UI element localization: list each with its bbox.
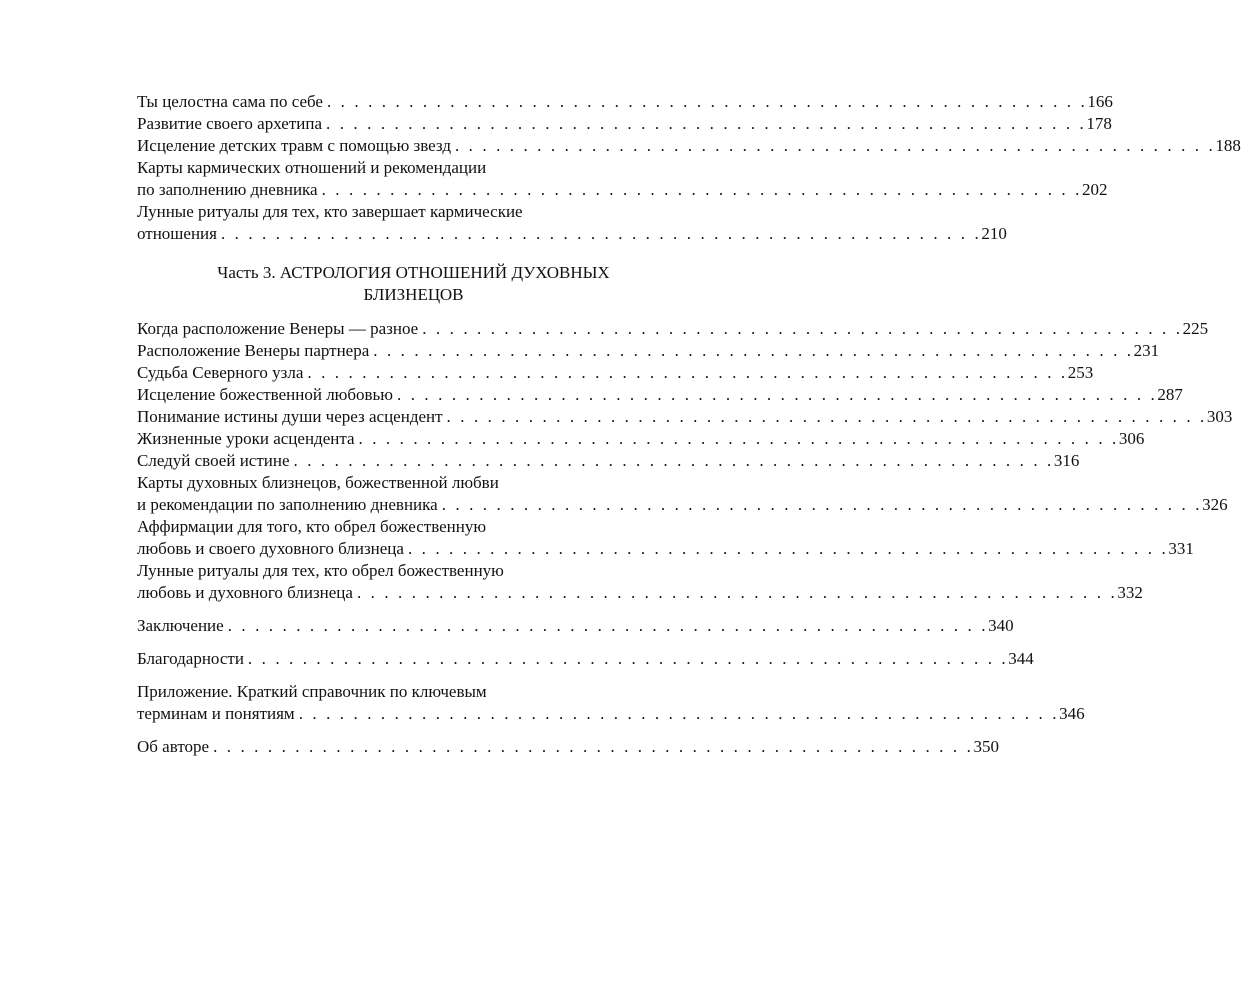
toc-entry (137, 362, 1094, 384)
toc-entry-title-continued: по заполнению дневника (137, 180, 318, 199)
toc-page-number: 287 (1157, 385, 1183, 404)
toc-entry (137, 201, 1007, 245)
toc-entry-title: Ты целостна сама по себе (137, 92, 323, 111)
dot-leader: . . . . . . . . . . . . . . . . . . . . . . . . . . . . . . . . . . . . . . . . . . . . . . . . . . . . . . . . (358, 429, 1119, 448)
dot-leader: . . . . . . . . . . . . . . . . . . . . . . . . . . . . . . . . . . . . . . . . . . . . . . . . . . . . . . . . (422, 319, 1183, 338)
dot-leader: . . . . . . . . . . . . . . . . . . . . . . . . . . . . . . . . . . . . . . . . . . . . . . . . . . . . . . . . (407, 539, 1169, 558)
dot-leader: . . . . . . . . . . . . . . . . . . . . . . . . . . . . . . . . . . . . . . . . . . . . . . . . . . . . . . . . (454, 136, 1216, 155)
toc-entry-title: Лунные ритуалы для тех, кто обрел божественную (137, 561, 504, 580)
toc-entry-title: Карты кармических отношений и рекомендации (137, 158, 487, 177)
toc-entry-title-continued: терминам и понятиям (137, 704, 295, 723)
toc-entry-title: Жизненные уроки асцендента (137, 429, 355, 448)
toc-page-number: 340 (988, 616, 1014, 635)
dot-leader: . . . . . . . . . . . . . . . . . . . . . . . . . . . . . . . . . . . . . . . . . . . . . . . . . . . . . . . . (326, 114, 1087, 133)
toc-entry (137, 648, 1034, 670)
toc-page-number: 303 (1206, 407, 1233, 426)
toc-page-number: 202 (1081, 180, 1108, 199)
toc-entry (137, 340, 1160, 362)
toc-entry (137, 384, 1183, 406)
toc-entry-title: Когда расположение Венеры — разное (137, 319, 419, 338)
toc-entry (137, 560, 1143, 604)
toc-entry-title-continued: любовь и духовного близнеца (137, 583, 353, 602)
toc-page-number: 306 (1118, 429, 1145, 448)
toc-entry-title-continued: и рекомендации по заполнению дневника (137, 495, 438, 514)
toc-entry (137, 135, 1241, 157)
part-heading-line: Часть 3. АСТРОЛОГИЯ ОТНОШЕНИЙ ДУХОВНЫХ (217, 263, 610, 282)
toc-entry (137, 428, 1145, 450)
toc-entry-title: Исцеление детских травм с помощью звезд (137, 136, 451, 155)
dot-leader: . . . . . . . . . . . . . . . . . . . . . . . . . . . . . . . . . . . . . . . . . . . . . . . . . . . . . . . . (298, 704, 1060, 723)
toc-entry (137, 113, 1112, 135)
dot-leader: . . . . . . . . . . . . . . . . . . . . . . . . . . . . . . . . . . . . . . . . . . . . . . . . . . . . . . . . (356, 583, 1118, 602)
toc-entry-title-continued: отношения (137, 224, 217, 243)
toc-page-number: 346 (1059, 704, 1085, 723)
toc-entry-title: Приложение. Краткий справочник по ключевым (137, 682, 487, 701)
dot-leader: . . . . . . . . . . . . . . . . . . . . . . . . . . . . . . . . . . . . . . . . . . . . . . . . . . . . . . . . (321, 180, 1082, 199)
toc-entry (137, 91, 1113, 113)
toc-page-number: 210 (981, 224, 1007, 243)
toc-page-number: 331 (1168, 539, 1194, 558)
dot-leader: . . . . . . . . . . . . . . . . . . . . . . . . . . . . . . . . . . . . . . . . . . . . . . . . . . . . . . . . (373, 341, 1134, 360)
toc-page-number: 326 (1202, 495, 1228, 514)
toc-page-number: 166 (1087, 92, 1113, 111)
toc-entry-title: Исцеление божественной любовью (137, 385, 394, 404)
toc-entry (137, 450, 1080, 472)
dot-leader: . . . . . . . . . . . . . . . . . . . . . . . . . . . . . . . . . . . . . . . . . . . . . . . . . . . . . . . . (293, 451, 1054, 470)
toc-page-number: 178 (1086, 114, 1112, 133)
toc-page-number: 316 (1053, 451, 1080, 470)
toc-entry-title: Об авторе (137, 737, 210, 756)
dot-leader: . . . . . . . . . . . . . . . . . . . . . . . . . . . . . . . . . . . . . . . . . . . . . . . . . . . . . . . . (213, 737, 974, 756)
toc-entry-title: Судьба Северного узла (137, 363, 304, 382)
toc-page-number: 253 (1067, 363, 1094, 382)
toc-entry-title: Карты духовных близнецов, божественной любви (137, 473, 499, 492)
toc-entry (137, 516, 1194, 560)
dot-leader: . . . . . . . . . . . . . . . . . . . . . . . . . . . . . . . . . . . . . . . . . . . . . . . . . . . . . . . . (220, 224, 982, 243)
toc-page-number: 344 (1008, 649, 1034, 668)
toc-entry-title: Следуй своей истине (137, 451, 290, 470)
toc-page-number: 332 (1117, 583, 1143, 602)
dot-leader: . . . . . . . . . . . . . . . . . . . . . . . . . . . . . . . . . . . . . . . . . . . . . . . . . . . . . . . . (326, 92, 1088, 111)
toc-entry-title: Расположение Венеры партнера (137, 341, 370, 360)
toc-entry (137, 318, 1209, 340)
toc-entry-title: Развитие своего архетипа (137, 114, 323, 133)
dot-leader: . . . . . . . . . . . . . . . . . . . . . . . . . . . . . . . . . . . . . . . . . . . . . . . . . . . . . . . . (446, 407, 1207, 426)
toc-entry-title: Аффирмации для того, кто обрел божественную (137, 517, 487, 536)
dot-leader: . . . . . . . . . . . . . . . . . . . . . . . . . . . . . . . . . . . . . . . . . . . . . . . . . . . . . . . . (441, 495, 1203, 514)
part-heading (137, 262, 690, 306)
dot-leader: . . . . . . . . . . . . . . . . . . . . . . . . . . . . . . . . . . . . . . . . . . . . . . . . . . . . . . . . (227, 616, 989, 635)
toc-entry-title: Лунные ритуалы для тех, кто завершает кармические (137, 202, 523, 221)
toc-entry (137, 157, 1108, 201)
toc-entry-title: Понимание истины души через асцендент (137, 407, 443, 426)
toc-entry (137, 472, 1228, 516)
toc-entry-title: Заключение (137, 616, 224, 635)
table-of-contents (137, 91, 1241, 758)
toc-page-number: 188 (1215, 136, 1241, 155)
toc-page-number: 350 (973, 737, 999, 756)
dot-leader: . . . . . . . . . . . . . . . . . . . . . . . . . . . . . . . . . . . . . . . . . . . . . . . . . . . . . . . . (247, 649, 1009, 668)
dot-leader: . . . . . . . . . . . . . . . . . . . . . . . . . . . . . . . . . . . . . . . . . . . . . . . . . . . . . . . . (397, 385, 1158, 404)
part-heading-line: БЛИЗНЕЦОВ (363, 285, 464, 304)
toc-entry-title: Благодарности (137, 649, 244, 668)
toc-entry (137, 406, 1233, 428)
toc-entry-title-continued: любовь и своего духовного близнеца (137, 539, 404, 558)
toc-entry (137, 736, 999, 758)
toc-entry (137, 615, 1014, 637)
dot-leader: . . . . . . . . . . . . . . . . . . . . . . . . . . . . . . . . . . . . . . . . . . . . . . . . . . . . . . . . (307, 363, 1068, 382)
toc-page-number: 231 (1133, 341, 1160, 360)
toc-page-number: 225 (1182, 319, 1209, 338)
toc-entry (137, 681, 1085, 725)
